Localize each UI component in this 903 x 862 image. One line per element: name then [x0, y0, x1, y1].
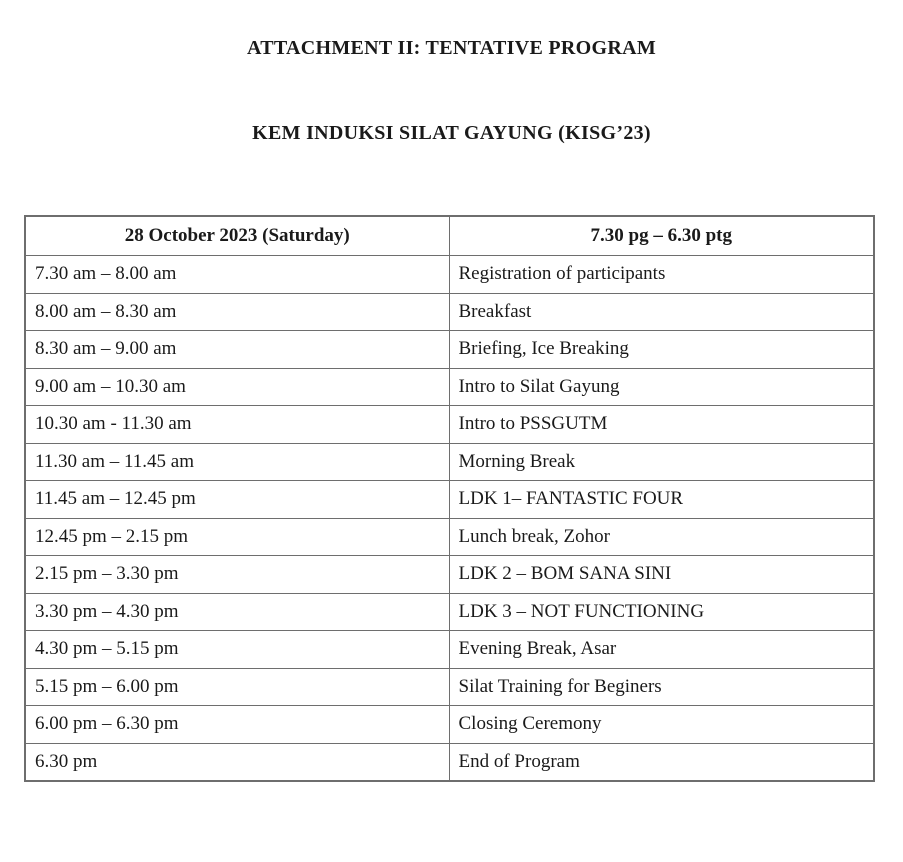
schedule-table-body [25, 256, 874, 782]
activity-cell: LDK 3 – NOT FUNCTIONING [449, 593, 874, 631]
time-cell: 12.45 pm – 2.15 pm [25, 518, 449, 556]
activity-cell: Intro to Silat Gayung [449, 368, 874, 406]
activity-cell: Registration of participants [449, 256, 874, 294]
activity-cell: LDK 2 – BOM SANA SINI [449, 556, 874, 594]
table-row [25, 556, 874, 594]
table-row [25, 631, 874, 669]
time-cell: 6.30 pm [25, 743, 449, 781]
activity-cell: Closing Ceremony [449, 706, 874, 744]
time-cell: 8.00 am – 8.30 am [25, 293, 449, 331]
header-date-cell: 28 October 2023 (Saturday) [25, 216, 449, 256]
table-row [25, 593, 874, 631]
time-cell: 11.30 am – 11.45 am [25, 443, 449, 481]
table-row [25, 743, 874, 781]
time-cell: 9.00 am – 10.30 am [25, 368, 449, 406]
table-row [25, 293, 874, 331]
activity-cell: End of Program [449, 743, 874, 781]
time-cell: 11.45 am – 12.45 pm [25, 481, 449, 519]
activity-cell: Morning Break [449, 443, 874, 481]
activity-cell: Intro to PSSGUTM [449, 406, 874, 444]
time-cell: 6.00 pm – 6.30 pm [25, 706, 449, 744]
time-cell: 2.15 pm – 3.30 pm [25, 556, 449, 594]
header-row [25, 216, 874, 256]
time-cell: 8.30 am – 9.00 am [25, 331, 449, 369]
table-row [25, 406, 874, 444]
time-cell: 4.30 pm – 5.15 pm [25, 631, 449, 669]
schedule-table [24, 215, 875, 782]
table-row [25, 481, 874, 519]
activity-cell: Evening Break, Asar [449, 631, 874, 669]
table-row [25, 668, 874, 706]
program-title: KEM INDUKSI SILAT GAYUNG (KISG’23) [252, 122, 651, 144]
table-row [25, 368, 874, 406]
time-cell: 7.30 am – 8.00 am [25, 256, 449, 294]
activity-cell: Silat Training for Beginers [449, 668, 874, 706]
table-row [25, 706, 874, 744]
header-time-range-cell: 7.30 pg – 6.30 ptg [449, 216, 874, 256]
activity-cell: Breakfast [449, 293, 874, 331]
activity-cell: Lunch break, Zohor [449, 518, 874, 556]
attachment-title: ATTACHMENT II: TENTATIVE PROGRAM [246, 37, 657, 59]
table-row [25, 331, 874, 369]
time-cell: 5.15 pm – 6.00 pm [25, 668, 449, 706]
table-row [25, 443, 874, 481]
table-row [25, 256, 874, 294]
table-row [25, 518, 874, 556]
activity-cell: Briefing, Ice Breaking [449, 331, 874, 369]
time-cell: 3.30 pm – 4.30 pm [25, 593, 449, 631]
time-cell: 10.30 am - 11.30 am [25, 406, 449, 444]
activity-cell: LDK 1– FANTASTIC FOUR [449, 481, 874, 519]
